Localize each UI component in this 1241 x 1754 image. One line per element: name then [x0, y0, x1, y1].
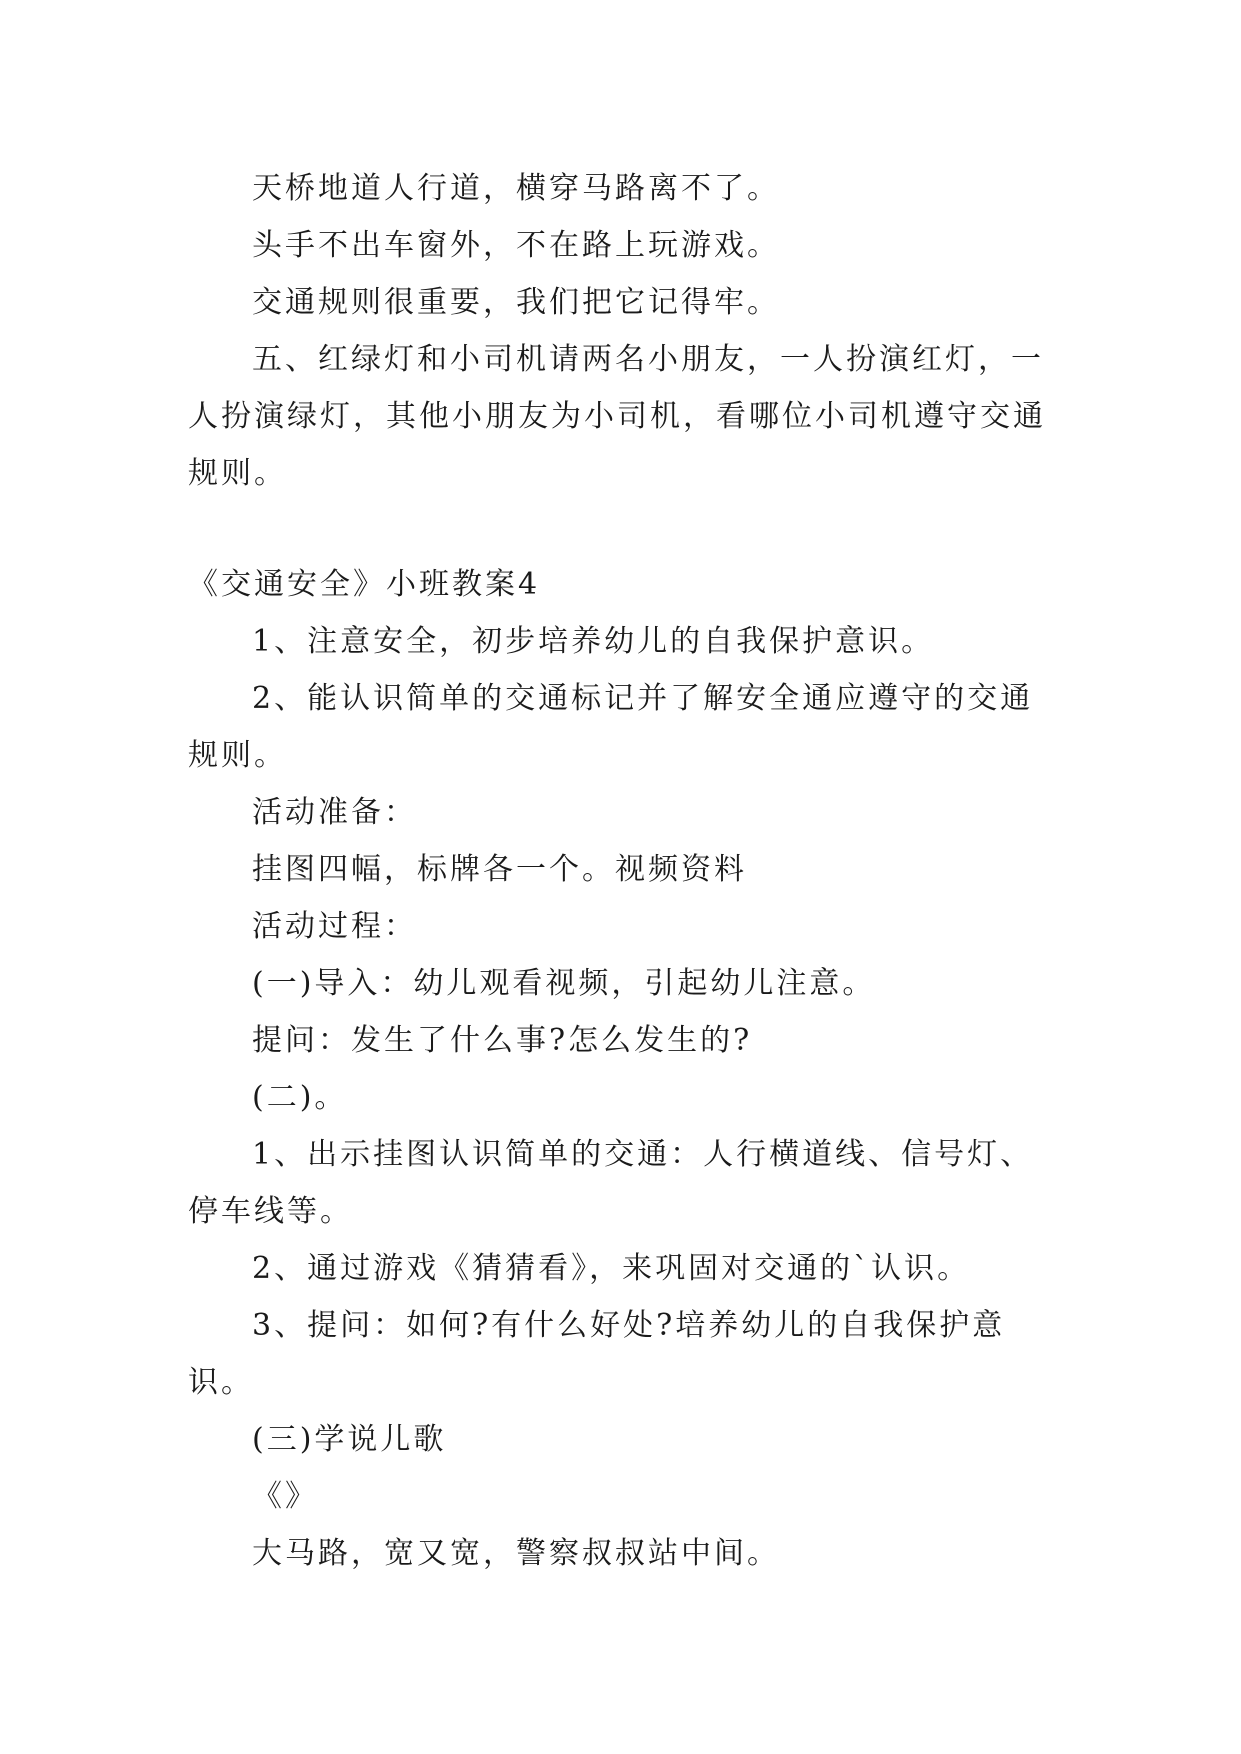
paragraph-preparation-materials: 挂图四幅，标牌各一个。视频资料	[252, 852, 747, 887]
paragraph-goal-1: 1、注意安全，初步培养幼儿的自我保护意识。	[252, 624, 935, 659]
paragraph-process-heading: 活动过程：	[252, 909, 417, 944]
paragraph-step-two: (二)。	[252, 1080, 348, 1115]
paragraph-step-two-item-3: 3、提问：如何?有什么好处?培养幼儿的自我保护意识。	[188, 1308, 1006, 1400]
paragraph-preparation-heading: 活动准备：	[252, 795, 417, 830]
paragraph-activity-five: 五、红绿灯和小司机请两名小朋友，一人扮演红灯，一人扮演绿灯，其他小朋友为小司机，看哪位小司机遵守交通规则。	[188, 342, 1046, 491]
paragraph-step-three: (三)学说儿歌	[252, 1422, 447, 1457]
paragraph-rhyme-line-3: 交通规则很重要，我们把它记得牢。	[252, 285, 780, 320]
paragraph-step-two-item-2: 2、通过游戏《猜猜看》，来巩固对交通的`认识。	[252, 1251, 971, 1286]
paragraph-rhyme-line-1: 天桥地道人行道，横穿马路离不了。	[252, 171, 780, 206]
paragraph-question: 提问：发生了什么事?怎么发生的?	[252, 1023, 753, 1058]
paragraph-rhyme-line-2: 头手不出车窗外，不在路上玩游戏。	[252, 228, 780, 263]
document-body	[188, 160, 1058, 1582]
paragraph-step-one: (一)导入：幼儿观看视频，引起幼儿注意。	[252, 966, 876, 1001]
paragraph-step-two-item-1: 1、出示挂图认识简单的交通：人行横道线、信号灯、停车线等。	[188, 1137, 1034, 1229]
paragraph-rhyme-start: 大马路，宽又宽，警察叔叔站中间。	[252, 1536, 780, 1571]
paragraph-rhyme-title: 《》	[252, 1479, 318, 1514]
paragraph-goal-2: 2、能认识简单的交通标记并了解安全通应遵守的交通规则。	[188, 681, 1034, 773]
section-title: 《交通安全》小班教案4	[188, 567, 541, 602]
